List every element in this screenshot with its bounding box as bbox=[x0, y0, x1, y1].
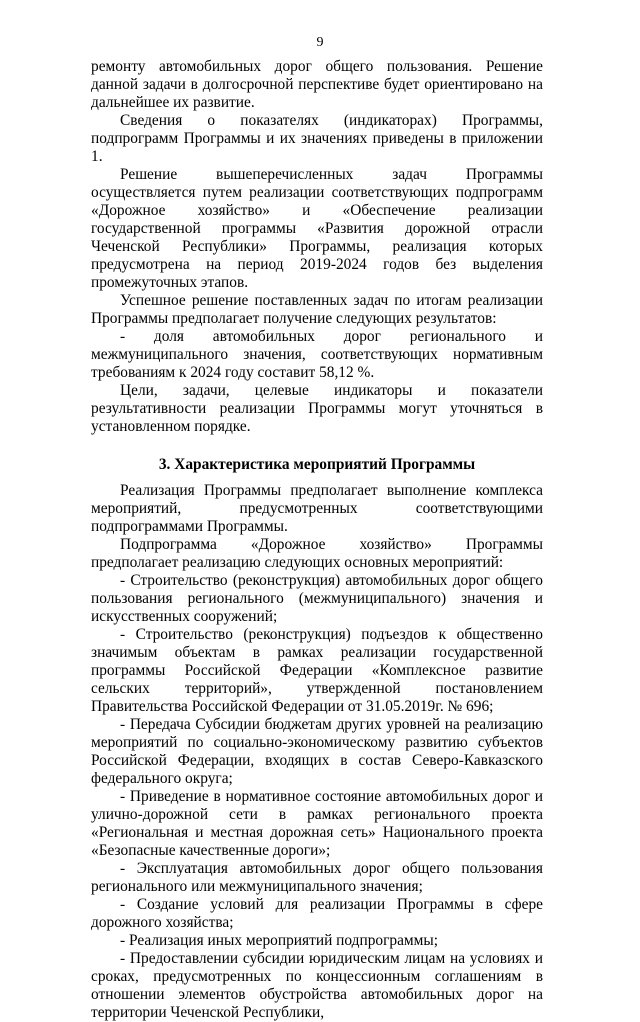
paragraph-indicators-info: Сведения о показателях (индикаторах) Программы, подпрограмм Программы и их значениях приведены в приложении 1. bbox=[91, 112, 543, 165]
list-item-access-roads: - Строительство (реконструкция) подъездов к общественно значимым объектам в рамках реализации государственной программы Российской Федерации «Комплексное развитие сельских территорий», утвержденной постановлением Правительства Российской Федерации от 31.05.2019г. № 696; bbox=[91, 626, 543, 715]
list-item-road-operation: - Эксплуатация автомобильных дорог общего пользования регионального или межмуниципального значения; bbox=[91, 860, 543, 895]
paragraph-program-implementation: Реализация Программы предполагает выполнение комплекса мероприятий, предусмотренных соответствующими подпрограммами Программы. bbox=[91, 482, 543, 535]
list-item-construction: - Строительство (реконструкция) автомобильных дорог общего пользования регионального (межмуниципального) значения и искусственных сооружений; bbox=[91, 572, 543, 625]
list-item-subsidy-transfer: - Передача Субсидии бюджетам других уровней на реализацию мероприятий по социально-экономическому развитию субъектов Российской Федерации, входящих в состав Северо-Кавказского федерального округа; bbox=[91, 716, 543, 787]
paragraph-subprogram-roads: Подпрограмма «Дорожное хозяйство» Программы предполагает реализацию следующих основных мероприятий: bbox=[91, 536, 543, 571]
paragraph-goals-adjustment: Цели, задачи, целевые индикаторы и показатели результативности реализации Программы могут уточняться в установленном порядке. bbox=[91, 382, 543, 435]
list-item-normative-state: - Приведение в нормативное состояние автомобильных дорог и улично-дорожной сети в рамках регионального проекта «Региональная и местная дорожная сеть» Национального проекта «Безопасные качественные дороги»; bbox=[91, 788, 543, 859]
paragraph-expected-results: Успешное решение поставленных задач по итогам реализации Программы предполагает получение следующих результатов: bbox=[91, 292, 543, 327]
list-item-result-share: - доля автомобильных дорог регионального и межмуниципального значения, соответствующих нормативным требованиям к 2024 году составит 58,12 %. bbox=[91, 328, 543, 381]
page-number: 9 bbox=[316, 35, 324, 50]
paragraph-continuation: ремонту автомобильных дорог общего пользования. Решение данной задачи в долгосрочной перспективе будет ориентировано на дальнейшее их развитие. bbox=[91, 58, 543, 111]
list-item-conditions: - Создание условий для реализации Программы в сфере дорожного хозяйства; bbox=[91, 896, 543, 931]
list-item-other-measures: - Реализация иных мероприятий подпрограммы; bbox=[120, 932, 439, 949]
paragraph-tasks-solution: Решение вышеперечисленных задач Программы осуществляется путем реализации соответствующих подпрограмм «Дорожное хозяйство» и «Обеспечение реализации государственной программы «Развития дорожной отрасли Чеченской Республики» Программы, реализация которых предусмотрена на период 2019-2024 годов без выделения промежуточных этапов. bbox=[91, 166, 543, 291]
list-item-concession-subsidy: - Предоставлении субсидии юридическим лицам на условиях и сроках, предусмотренных по концессионным соглашениям в отношении элементов обустройства автомобильных дорог на территории Чеченской Республики, bbox=[91, 950, 543, 1021]
section-heading: 3. Характеристика мероприятий Программы bbox=[158, 456, 476, 473]
document-body bbox=[91, 58, 543, 1022]
